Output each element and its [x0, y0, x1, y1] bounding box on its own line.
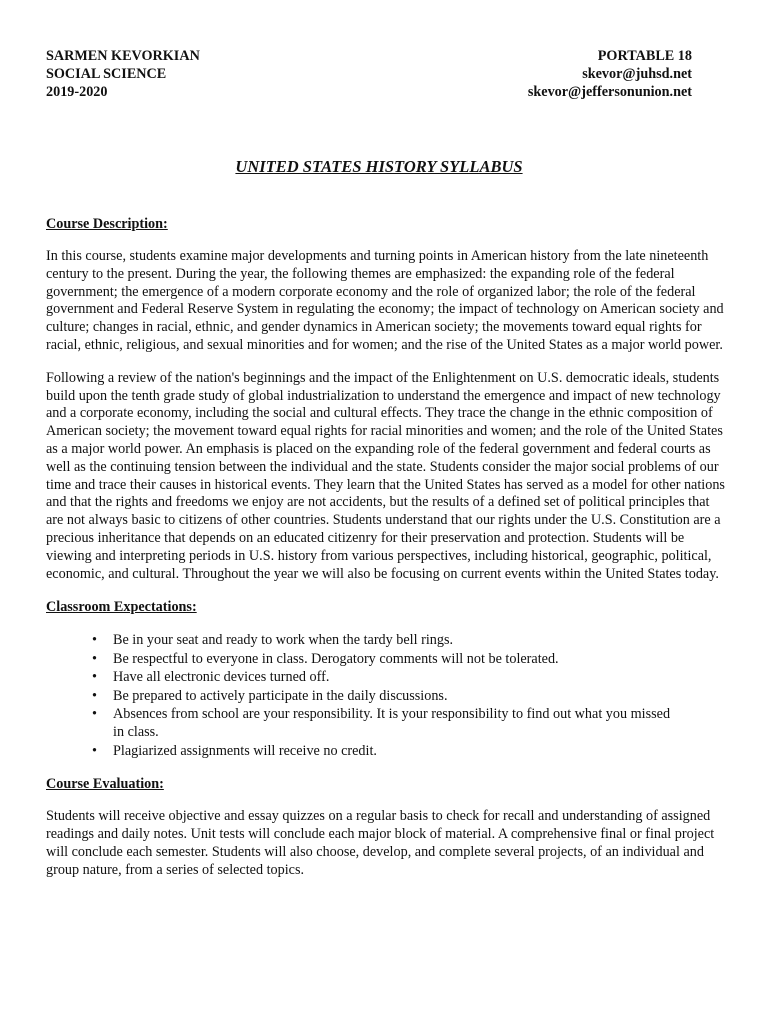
bullet-icon: •: [92, 650, 97, 667]
list-item: [92, 631, 673, 649]
school-year: 2019-2020: [46, 84, 108, 100]
course-description-paragraph-2: Following a review of the nation's beginnings and the impact of the Enlightenment on U.S. democratic ideals, students build upon the tenth grade study of global industrialization to understand the emergence and impact of new technology and a corporate economy, including the social and cultural effects. They trace the change in the ethnic composition of American society; the movement toward equal rights for racial minorities and women; and the role of the United States as a major world power. An emphasis is placed on the expanding role of the federal government and federal courts as well as the continuing tension between the individual and the state. Students consider the major social problems of our time and trace their causes in historical events. They learn that the United States has served as a model for other nations and that the rights and freedoms we enjoy are not accidents, but the results of a defined set of political principles that are not always basic to citizens of other countries. Students understand that our rights under the U.S. Constitution are a precious inheritance that depends on an educated citizenry for their preservation and protection. Students will be viewing and interpreting periods in U.S. history from various perspectives, including historical, geographic, political, economic, and cultural. Throughout the year we will also be focusing on current events within the United States today.: [46, 369, 725, 582]
department: SOCIAL SCIENCE: [46, 66, 167, 82]
list-item-text: Be prepared to actively participate in the daily discussions.: [113, 687, 448, 704]
classroom-expectations-heading: Classroom Expectations:: [46, 599, 197, 616]
course-description-heading: Course Description:: [46, 216, 168, 232]
expectations-list: [46, 631, 726, 760]
header-left-block: [46, 47, 200, 101]
document-header: [46, 47, 726, 101]
list-item-text: Plagiarized assignments will receive no credit.: [113, 742, 377, 759]
list-item-text: Absences from school are your responsibility. It is your responsibility to find out what you missed in class.: [113, 705, 671, 741]
list-item-text: Be in your seat and ready to work when the tardy bell rings.: [113, 632, 454, 649]
header-right-block: [528, 47, 726, 101]
room-number: PORTABLE 18: [597, 48, 692, 64]
list-item: [92, 742, 673, 760]
course-evaluation-paragraph: Students will receive objective and essay quizzes on a regular basis to check for recall and understanding of assigned readings and daily notes. Unit tests will conclude each major block of material. A comprehensive final or final project will conclude each semester. Students will also choose, develop, and complete several projects, of an individual and group nature, from a series of selected topics.: [46, 808, 715, 878]
email-secondary: skevor@jeffersonunion.net: [527, 84, 692, 100]
bullet-icon: •: [92, 705, 97, 722]
bullet-icon: •: [92, 632, 97, 649]
list-item-text: Have all electronic devices turned off.: [113, 669, 330, 686]
list-item: [92, 705, 673, 742]
list-item: [92, 650, 673, 668]
list-item-text: Be respectful to everyone in class. Derogatory comments will not be tolerated.: [113, 650, 559, 667]
course-evaluation-heading: Course Evaluation:: [46, 776, 164, 793]
document-title: UNITED STATES HISTORY SYLLABUS: [235, 157, 523, 176]
syllabus-page: [46, 47, 726, 879]
bullet-icon: •: [92, 742, 97, 759]
course-description-paragraph-1: In this course, students examine major developments and turning points in American history from the late nineteenth century to the present. During the year, the following themes are emphasized: the expanding role of the federal government; the emergence of a modern corporate economy and the role of organized labor; the role of the federal government and Federal Reserve System in regulating the economy; the impact of technology on American society and culture; changes in racial, ethnic, and gender dynamics in American society; the movements toward equal rights for racial, ethnic, religious, and sexual minorities and for women; and the rise of the United States as a major world power.: [46, 248, 724, 353]
bullet-icon: •: [92, 687, 97, 704]
bullet-icon: •: [92, 669, 97, 686]
list-item: [92, 668, 673, 686]
list-item: [92, 687, 673, 705]
teacher-name: SARMEN KEVORKIAN: [46, 48, 200, 64]
email-primary: skevor@juhsd.net: [582, 66, 692, 82]
